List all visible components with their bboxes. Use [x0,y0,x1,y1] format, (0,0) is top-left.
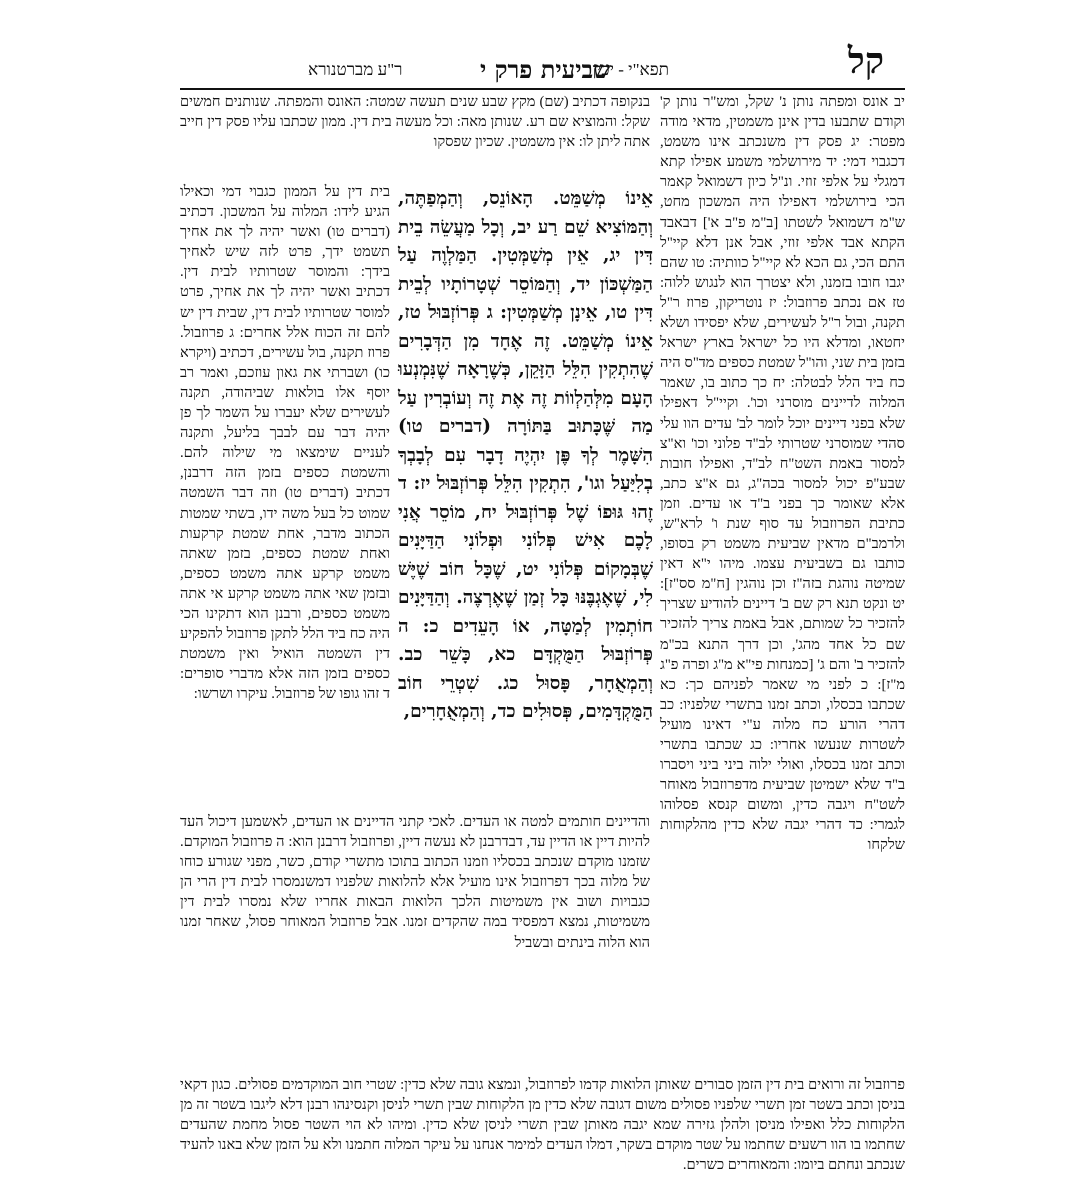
commentary-title: ר"ע מברטנורא [308,60,403,79]
bartenura-commentary [180,182,390,812]
bartenura-top-strip [180,92,650,182]
commentary-text: פרוזבול זה ורואים בית דין הזמן סבורים שאותן הלואות קדמו לפרוזבול, ונמצא גובה שלא כדין: שטרי חוב המוקדמים פסולים. כגון דקאי בניסן וכתב בשטר זמן תשרי שלפניו פסולים משום דגובה שלא כדין מן הלקוחות שבין תשרי לניסן וקנסינהו רבנן דלא ליגבו בשטר זה מן הלקוחות כלל ואפילו מניסן ולהלן גזירה שמא יגבה מאותן שבין תשרי לניסן שלא כדין. ומיהו לא הוי השטר פסול מחמת שהעדים שחתמו בו הוו רשעים שחתמו על שטר מוקדם בשקר, דמלו העדים למימר אנחנו על עיקר המלוה חתמנו ולא על הזמן שלא באנו להעיד שנכתב ונחתם ביומו: והמאוחרים כשרים. [180,1077,905,1174]
commentary-text: יב אונס ומפתה נותן נ' שקל, ומש"ר נותן ק' וקודם שתבעו בדין אינן משמטין, מדאי מודה מפטר: יג פסק דין משנכתב אינו משמט, דכגבוי דמי: יד מירושלמי משמע אפילו קתא דמגלי על אלפי זוזי. ונ"ל כיון דשמואל קאמר הכי בירושלמי דאפילו היה המשכון מחט, ש"מ דשמואל לשטתו [ב"מ פ"ב א'] דבאבד הקתא אבד אלפי זוזי, אבל אנן דלא קיי"ל התם הכי, גם הכא לא קיי"ל כוותיה: טו שהם יגבו חובו בזמנו, ולא יצטרך הוא לנגוש ללוה: טז אם נכתב פרוזבול: יז נוטריקון, פרוז ר"ל תקנה, ובול ר"ל לעשירים, שלא יפסידו ושלא יחטאו, ומדלא היו כל ישראל בארץ ישראל בזמן בית שני, והו"ל שמטת כספים מד"ס היה כח ביד הלל לבטלה: יח כך כתוב בו, שאמר המלוה לדיינים מוסרני וכו'. וקיי"ל דאפילו שלא בפני דיינים יוכל לומר לב' עדים הוו עלי סהדי שמוסרני שטרותי לב"ד פלוני וכו' וא"צ למסור באמת השט"ח לב"ד, ואפילו חובות שבע"פ יכול למסור בכה"ג, גם א"צ כתב, אלא שאומר כך בפני ב"ד או עדים. וזמן כתיבת הפרוזבול עד סוף שנת ו' לרא"ש, ולרמב"ם מדאין שביעית משמט רק בסופו, כותבו גם בשביעית עצמו. מיהו י"א דאין שמיטה נוהגת בזה"ז וכן נוהגין [ח"מ סס"ז]: יט ונקט תנא רק שם ב' דיינים להודיע שצריך להזכיר כל שמותם, אבל באמת צריך להזכיר שם כל אחד מהג', וכן דרך התנא בכ"מ להזכיר ב' והם ג' [כמנחות פי"א מ"ג ופרה פ"ג מ"ז]: כ לפני מי שאמר לפניהם כך: כא שכתבו בכסלו, וכתב זמנו בתשרי שלפניו: כב דהרי הורע כח מלוה ע"י דאינו מועיל לשטרות שנעשו אחריו: כג שכתבו בתשרי וכתב זמנו בכסלו, ואולי ילוה ביני ביני ויסברו ב"ד שלא ישמיטן שביעית מדפרוזבול מאוחר לשט"ח ויגבה כדין, ומשום קנסא פסלוהו לגמרי: כד דהרי יגבה שלא כדין מהלקוחות שלקחו [660,94,905,854]
page-folio: קל [847,40,884,82]
commentary-text: בנקופה דכתיב (שם) מקץ שבע שנים תעשה שמטה: האונס והמפתה. שנותנים חמשים שקל: והמוציא שם רע. שנותן מאה: וכל מעשה בית דין. ממון שכתבו עליו פסק דין חייב אתה ליתן לו: אין משמטין. שכיון שפסקו [180,94,650,151]
mishnah-text [398,185,653,805]
header-range: תפא"י - יכין [592,60,669,79]
commentary-text: והדיינים חותמים למטה או העדים. לאכי קתני הדיינים או העדים, לאשמען דיכול העד להיות דיין או הדיין עד, דבדרבנן לא נעשה דיין, ופרוזבול דרבנן הוא: ה פרוזבול המוקדם. שזמנו מוקדם שנכתב בכסליו וזמנו הכתוב בתוכו מתשרי קודם, כשר, מפני שגורע כוחו של מלוה בכך דפרוזבול אינו מועיל אלא להלואות שלפניו דמשנמסרו לבית דין הרי הן כגבויות ושוב אין משמיטות הלכך הלואות הבאות אחריו שלא נמסרו לבית דין משמיטות, נמצא דמפסיד במה שהקדים זמנו. אבל פרוזבול המאוחר פסול, שאחר זמנו הוא הלוה בינתים ובשביל [180,814,650,951]
header-rule [180,88,905,90]
commentary-text: בית דין על הממון כגבוי דמי וכאילו הגיע לידו: המלוה על המשכון. דכתיב (דברים טו) ואשר יהיה לך את אחיך תשמט ידך, פרט לזה שיש לאחיך בידך: והמוסר שטרותיו לבית דין. דכתיב ואשר יהיה לך את אחיך, פרט למוסר שטרותיו לבית דין, שבית דין יש להם זה הכוח אלל אחרים: ג פרוזבול. פרוז תקנה, בול עשירים, דכתיב (ויקרא כו) ושברתי את גאון עוזכם, ואמר רב יוסף אלו בולאות שביהודה, תקנה לעשירים שלא יעברו על השמר לך פן יהיה דבר עם לבבך בליעל, ותקנה לעניים שימצאו מי שילוה להם. והשמטת כספים בזמן הזה דרבנן, דכתיב (דברים טו) וזה דבר השמטה שמוט כל בעל משה ידו, בשתי שמטות הכתוב מדבר, אחת שמטת קרקעות ואחת שמטת כספים, בזמן שאתה משמט קרקע אתה משמט כספים, ובזמן שאי אתה משמט קרקע אי אתה משמט כספים, ורבנן הוא דתקינו הכי היה כח ביד הלל לתקן פרוזבול להפקיע דין השמטה הואיל ואין משמטת כספים בזמן הזה אלא מדברי סופרים: ד זהו גופו של פרוזבול. עיקרו ושרשו: [180,184,390,703]
chapter-title: שביעית פרק י [480,55,611,84]
bartenura-commentary-footer [180,1075,905,1200]
tiferet-yisrael-commentary [660,92,905,1012]
bartenura-commentary-bottom [180,812,650,1072]
mishnah-body: אֵינוֹ מְשַׁמֵּט. הָאוֹנֵס, וְהַמְפַתֶּה, וְהַמּוֹצִיא שֵׁם רַע יב, וְכָל מַעֲשֵׂה בֵית דִּין יג, אֵין מְשַׁמְּטִין. הַמַּלְוֶה עַל הַמַּשְׁכּוֹן יד, וְהַמּוֹסֵר שְׁטָרוֹתָיו לְבֵית דִּין טו, אֵינָן מְשַׁמְּטִין: ג פְּרוֹזְבּוּל טז, אֵינוֹ מְשַׁמֵּט. זֶה אֶחָד מִן הַדְּבָרִים שֶׁהִתְקִין הִלֵּל הַזָּקֵן, כְּשֶׁרָאָה שֶׁנִּמְנְעוּ הָעָם מִלְּהַלְווֹת זֶה אֶת זֶה וְעוֹבְרִין עַל מַה שֶּׁכָּתוּב בַּתּוֹרָה (דברים טו) הִשָּׁמֶר לְךָ פֶּן יִהְיֶה דָבָר עִם לְבָבְךָ בְלִיַּעַל וגו', הִתְקִין הִלֵּל פְּרוֹזְבּוּל יז: ד זֶהוּ גּוּפוֹ שֶׁל פְּרוֹזְבּוּל יח, מוֹסֵר אֲנִי לָכֶם אִישׁ פְּלוֹנִי וּפְלוֹנִי הַדַּיָּנִים שֶׁבְּמָקוֹם פְּלוֹנִי יט, שֶׁכָּל חוֹב שֶׁיֶּשׁ לִי, שֶׁאֶגְבֶּנּוּ כָּל זְמַן שֶׁאֶרְצֶה. וְהַדַּיָּנִים חוֹתְמִין לְמַטָּה, אוֹ הָעֵדִים כ: ה פְּרוֹזְבּוּל הַמֻּקְדָּם כא, כָּשֵׁר כב. וְהַמְאֻחָר, פָּסוּל כג. שִׁטְרֵי חוֹב הַמֻּקְדָּמִים, פְּסוּלִים כד, וְהַמְאֻחָרִים, [398,188,653,722]
